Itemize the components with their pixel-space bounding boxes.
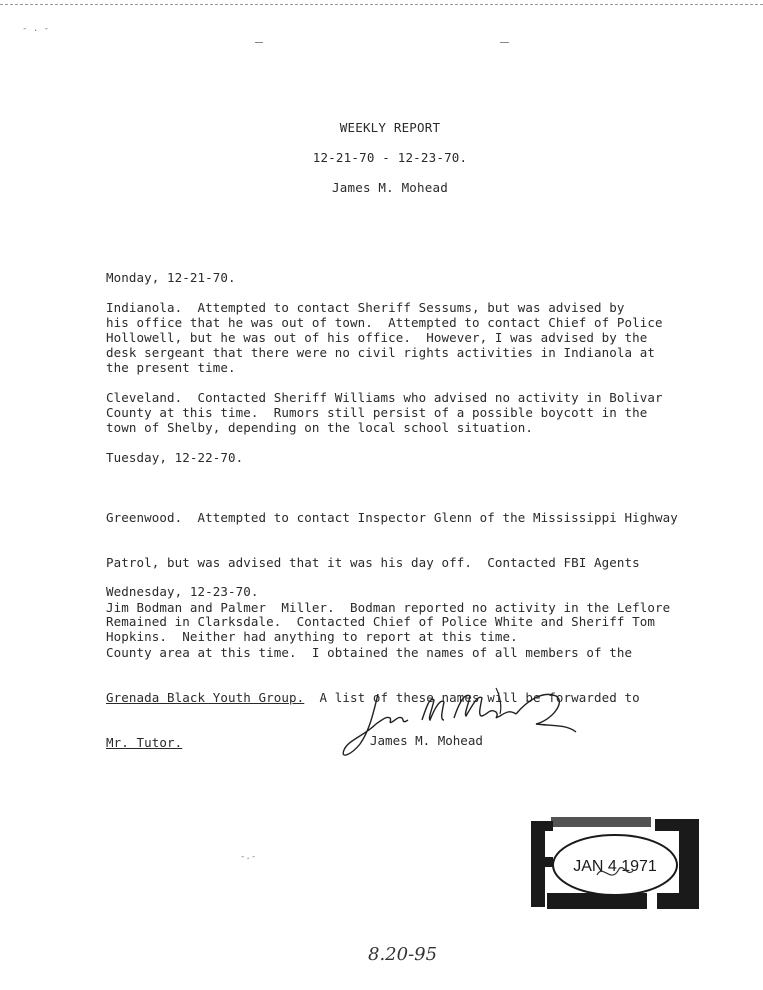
paragraph-cleveland: Cleveland. Contacted Sheriff Williams who advised no activity in Bolivar County at this time. Rumors still persist of a possible boycott in the town of Shelby, depending on the local school situation. xyxy=(106,390,663,435)
day-heading-wednesday: Wednesday, 12-23-70. xyxy=(106,584,259,599)
underlined-recipient: Mr. Tutor. xyxy=(106,735,183,750)
paragraph-line: Jim Bodman and Palmer Miller. Bodman reported no activity in the Leflore xyxy=(106,600,671,615)
day-heading-tuesday: Tuesday, 12-22-70. xyxy=(106,450,244,465)
handwritten-file-note: 8.20-95 xyxy=(368,944,438,965)
stamp-date: JAN 4 1971 xyxy=(573,858,657,875)
scan-speck xyxy=(255,42,263,43)
paragraph-line: Greenwood. Attempted to contact Inspector Glenn of the Mississippi Highway xyxy=(106,510,678,525)
paragraph-line: Patrol, but was advised that it was his day off. Contacted FBI Agents xyxy=(106,555,640,570)
page-edge-perforation xyxy=(0,4,763,5)
scan-speck xyxy=(500,42,509,43)
paragraph-indianola: Indianola. Attempted to contact Sheriff Sessums, but was advised by his office that he was out of town. Attempted to contact Chief of Police Hollowell, but he was out of his office. However, I was advised by the desk sergeant that there were no civil rights activities in Indianola at the present time. xyxy=(106,300,663,375)
received-stamp-graphic xyxy=(527,813,703,913)
paragraph-line: County area at this time. I obtained the names of all members of the xyxy=(106,645,633,660)
report-author: James M. Mohead xyxy=(332,180,448,195)
paragraph-clarksdale: Remained in Clarksdale. Contacted Chief of Police White and Sheriff Tom Hopkins. Neither had anything to report at this time. xyxy=(106,614,656,644)
received-stamp xyxy=(527,813,703,913)
report-date-range: 12-21-70 - 12-23-70. xyxy=(312,150,468,165)
day-heading-monday: Monday, 12-21-70. xyxy=(106,270,236,285)
scan-speck: - . - xyxy=(22,24,50,34)
paragraph-line-text: A list of these names will be forwarded to xyxy=(304,690,640,705)
scan-speck: -.- xyxy=(240,852,257,862)
report-title: WEEKLY REPORT xyxy=(339,120,441,135)
signature-printed-name: James M. Mohead xyxy=(370,733,483,748)
underlined-group-name: Grenada Black Youth Group. xyxy=(106,690,305,705)
handwritten-signature xyxy=(330,680,590,770)
